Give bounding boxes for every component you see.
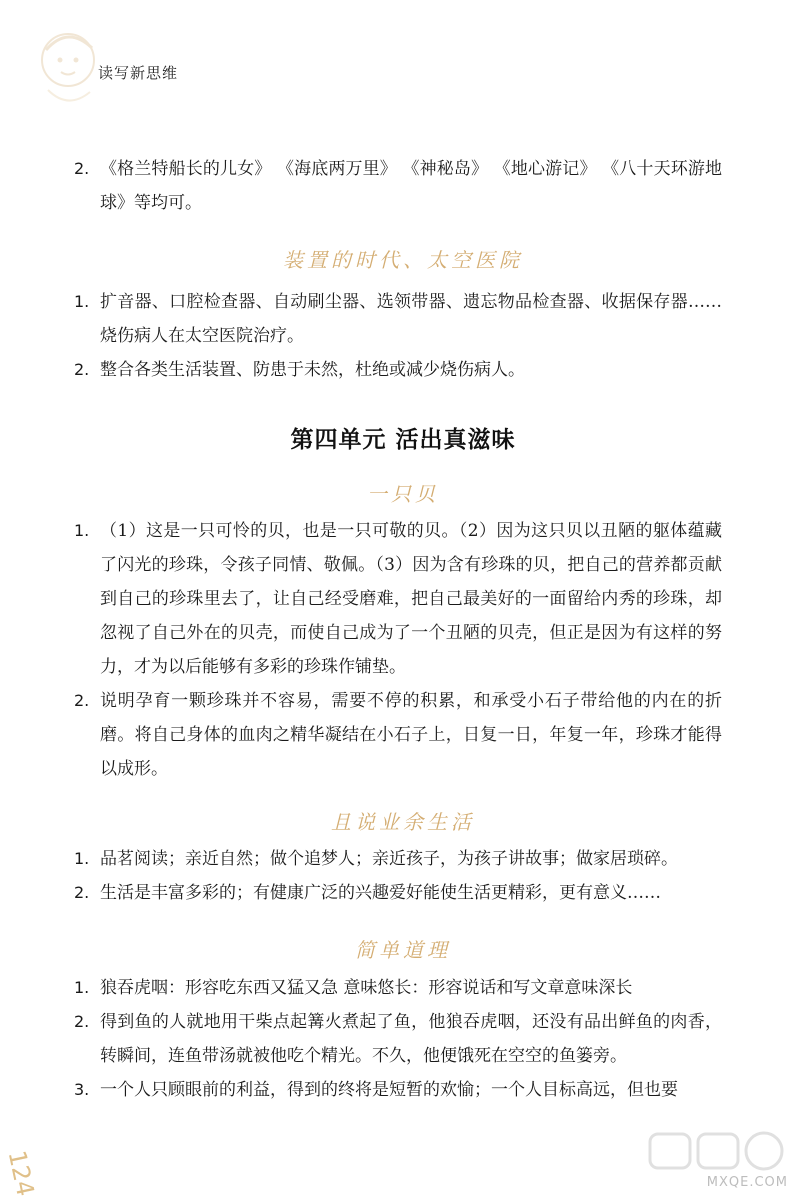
list-item (74, 152, 722, 220)
section-title: 且说业余生活 (331, 810, 475, 834)
item-text: 生活是丰富多彩的；有健康广泛的兴趣爱好能使生活更精彩，更有意义…… (100, 883, 661, 903)
list-item (74, 514, 722, 684)
item-number: 1. (74, 521, 90, 540)
item-number: 2. (74, 360, 90, 379)
list-item (74, 876, 722, 910)
item-number: 1. (74, 292, 90, 311)
item-number: 2. (74, 159, 90, 178)
list-item (74, 971, 722, 1005)
unit-title: 第四单元 活出真滋味 (290, 427, 516, 453)
item-text: 品茗阅读；亲近自然；做个追梦人；亲近孩子，为孩子讲故事；做家居琐碎。 (100, 849, 678, 869)
list-item (74, 1005, 722, 1073)
section-title: 简单道理 (355, 938, 451, 962)
item-number: 2. (74, 883, 90, 902)
item-text: 狼吞虎咽：形容吃东西又猛又急 意味悠长：形容说话和写文章意味深长 (100, 978, 633, 998)
page-number: 124 (2, 1148, 40, 1199)
item-number: 1. (74, 849, 90, 868)
item-number: 1. (74, 978, 90, 997)
list-item (74, 353, 722, 387)
item-text: 《格兰特船长的儿女》 《海底两万里》 《神秘岛》 《地心游记》 《八十天环游地球》等均可。 (100, 159, 722, 213)
book-series-title: 读写新思维 (98, 64, 179, 82)
item-text: 说明孕育一颗珍珠并不容易，需要不停的积累，和承受小石子带给他的内在的折磨。将自己身体的血肉之精华凝结在小石子上，日复一日，年复一年，珍珠才能得以成形。 (100, 691, 722, 779)
list-item (74, 684, 722, 786)
item-number: 3. (74, 1080, 90, 1099)
section-title: 装置的时代、太空医院 (283, 248, 523, 272)
list-item (74, 842, 722, 876)
list-item (74, 285, 722, 353)
item-text: 一个人只顾眼前的利益，得到的终将是短暂的欢愉；一个人目标高远，但也要 (100, 1080, 678, 1100)
watermark-text: MXQE.COM (706, 1175, 788, 1190)
item-text: 整合各类生活装置、防患于未然，杜绝或减少烧伤病人。 (100, 360, 525, 380)
list-item (74, 1073, 722, 1107)
item-text: 扩音器、口腔检查器、自动刷尘器、选领带器、遗忘物品检查器、收据保存器……烧伤病人在太空医院治疗。 (100, 292, 722, 346)
item-number: 2. (74, 1012, 90, 1031)
item-text: （1）这是一只可怜的贝，也是一只可敬的贝。（2）因为这只贝以丑陋的躯体蕴藏了闪光的珍珠，令孩子同情、敬佩。（3）因为含有珍珠的贝，把自己的营养都贡献到自己的珍珠里去了，让自己经受磨难，把自己最美好的一面留给内秀的珍珠，却忽视了自己外在的贝壳，而使自己成为了一个丑陋的贝壳，但正是因为有这样的努力，才为以后能够有多彩的珍珠作铺垫。 (100, 521, 722, 677)
section-title: 一只贝 (367, 482, 439, 506)
item-text: 得到鱼的人就地用干柴点起篝火煮起了鱼，他狼吞虎咽，还没有品出鲜鱼的肉香，转瞬间，连鱼带汤就被他吃个精光。不久，他便饿死在空空的鱼篓旁。 (100, 1012, 722, 1066)
item-number: 2. (74, 691, 90, 710)
